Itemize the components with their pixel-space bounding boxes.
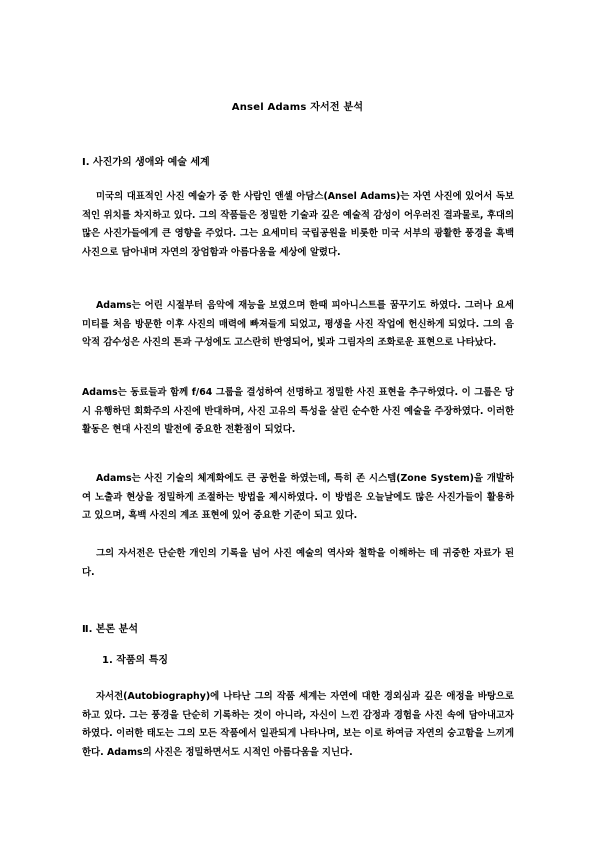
- paragraph: [82, 188, 514, 262]
- section-heading: Ⅰ. 사진가의 생애와 예술 세계: [82, 157, 210, 168]
- paragraph-text: Adams는 어린 시절부터 음악에 재능을 보였으며 한때 피아니스트를 꿈꾸기도 하였다. 그러나 요세미티를 처음 방문한 이후 사진의 매력에 빠져들게 되었고, 평생을 사진 작업에 헌신하게 되었다. 그의 음악적 감수성은 사진의 톤과 구성에도 고스란히 반영되어, 빛과 그림자의 조화로운 표현으로 나타났다.: [82, 300, 514, 348]
- document-title: Ansel Adams 자서전 분석: [231, 102, 364, 113]
- paragraph-text: Adams는 동료들과 함께 f/64 그룹을 결성하여 선명하고 정밀한 사진 표현을 추구하였다. 이 그룹은 당시 유행하던 회화주의 사진에 반대하며, 사진 고유의 특성을 살린 순수한 사진 예술을 주장하였다. 이러한 활동은 현대 사진의 발전에 중요한 전환점이 되었다.: [82, 387, 514, 435]
- paragraph-text: 그의 자서전은 단순한 개인의 기록을 넘어 사진 예술의 역사와 철학을 이해하는 데 귀중한 자료가 된다.: [82, 548, 514, 578]
- section-heading: Ⅱ. 본론 분석: [82, 624, 138, 635]
- paragraph: [82, 470, 514, 526]
- paragraph-text: Adams는 사진 기술의 체계화에도 큰 공헌을 하였는데, 특히 존 시스템(Zone System)을 개발하여 노출과 현상을 정밀하게 조절하는 방법을 제시하였다. 이 방법은 오늘날에도 많은 사진가들이 활용하고 있으며, 흑백 사진의 계조 표현에 있어 중요한 기준이 되고 있다.: [82, 473, 514, 521]
- paragraph: [82, 384, 514, 440]
- paragraph: [82, 297, 514, 353]
- paragraph-text: 미국의 대표적인 사진 예술가 중 한 사람인 앤셀 아담스(Ansel Adams)는 자연 사진에 있어서 독보적인 위치를 차지하고 있다. 그의 작품들은 정밀한 기술과 깊은 예술적 감성이 어우러진 결과물로, 후대의 많은 사진가들에게 큰 영향을 주었다. 그는 요세미티 국립공원을 비롯한 미국 서부의 광활한 풍경을 흑백 사진으로 담아내며 자연의 장엄함과 아름다움을 세상에 알렸다.: [82, 191, 514, 258]
- paragraph-text: 자서전(Autobiography)에 나타난 그의 작품 세계는 자연에 대한 경외심과 깊은 애정을 바탕으로 하고 있다. 그는 풍경을 단순히 기록하는 것이 아니라, 자신이 느낀 감정과 경험을 사진 속에 담아내고자 하였다. 이러한 태도는 그의 모든 작품에서 일관되게 나타나며, 보는 이로 하여금 자연의 숭고함을 느끼게 한다. Adams의 사진은 정밀하면서도 시적인 아름다움을 지닌다.: [82, 691, 514, 758]
- subsection-heading: 1. 작품의 특징: [102, 655, 169, 666]
- paragraph: [82, 688, 514, 762]
- paragraph: [82, 545, 514, 582]
